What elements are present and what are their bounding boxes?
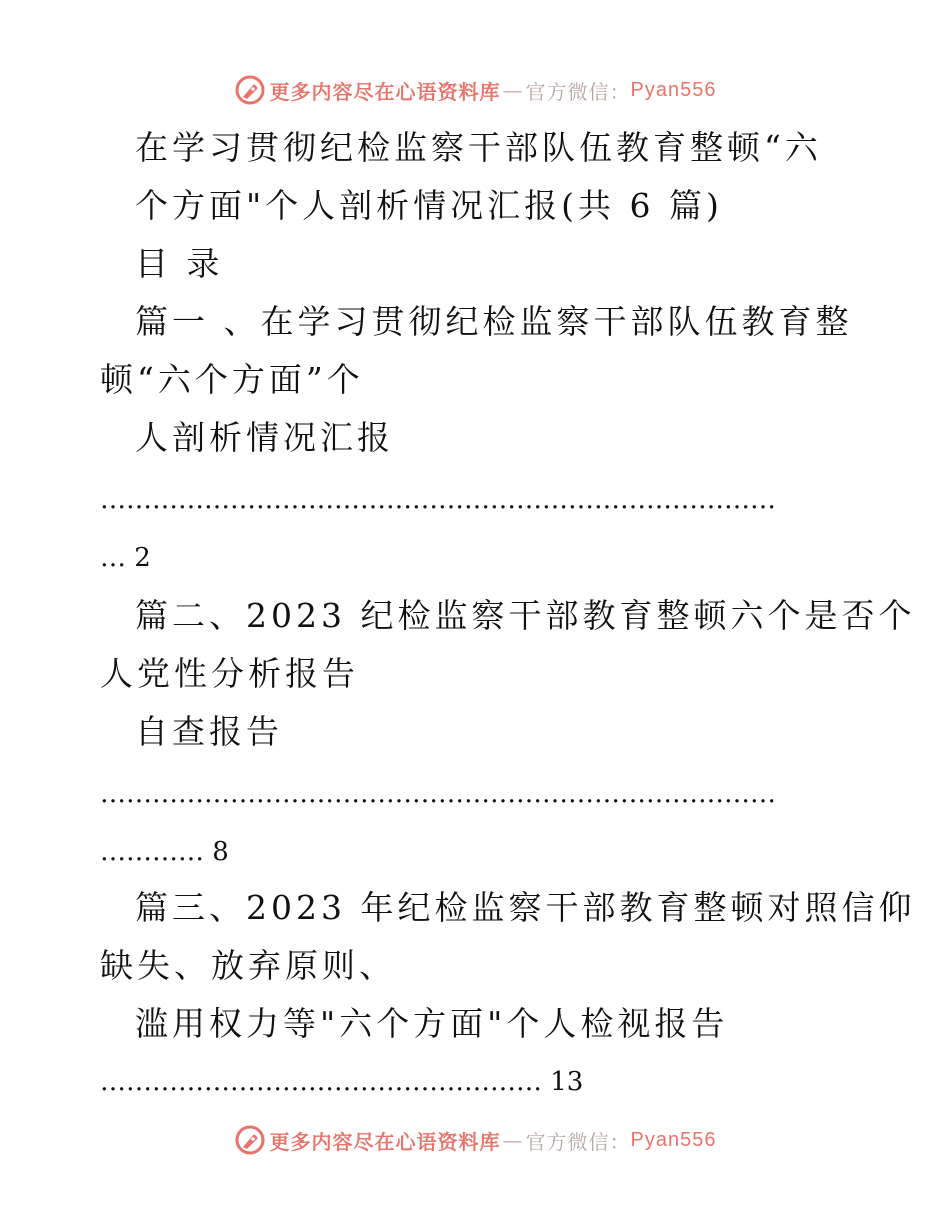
watermark-brand: 更多内容尽在心语资料库 (269, 1129, 501, 1154)
toc-heading: 目 录 (135, 244, 224, 283)
watermark-brand: 更多内容尽在心语资料库 (269, 79, 501, 104)
document-title-line2: 个方面"个人剖析情况汇报(共 6 篇) (135, 186, 723, 225)
watermark-dash: — (502, 78, 524, 102)
pen-nib-logo-icon (234, 1124, 266, 1156)
document-title-line1: 在学习贯彻纪检监察干部队伍教育整顿“六 (135, 128, 822, 167)
toc-entry-2-leader-dots: …………………………………………………………………… (100, 779, 776, 809)
watermark-official-label: 官方微信： (525, 1129, 631, 1154)
toc-entry-1-leader-dots: …………………………………………………………………… (100, 485, 776, 515)
toc-entry-3-line3[interactable]: 滥用权力等"六个方面"个人检视报告 (135, 1004, 729, 1043)
header-watermark (0, 70, 950, 110)
toc-entry-1-page-number: … 2 (100, 543, 151, 573)
footer-watermark (0, 1120, 950, 1160)
toc-entry-2-line1[interactable]: 篇二、2023 纪检监察干部教育整顿六个是否个 (135, 596, 916, 635)
toc-entry-2-page-number: ………… 8 (100, 837, 229, 867)
toc-entry-1-line1[interactable]: 篇一 、在学习贯彻纪检监察干部队伍教育整 (135, 302, 853, 341)
toc-entry-3-page-number: …………………………………………… 13 (100, 1067, 584, 1097)
toc-entry-3-line1[interactable]: 篇三、2023 年纪检监察干部教育整顿对照信仰 (135, 888, 916, 927)
pen-nib-logo-icon (234, 74, 266, 106)
toc-entry-3-line2[interactable]: 缺失、放弃原则、 (100, 946, 396, 985)
toc-entry-1-line3[interactable]: 人剖析情况汇报 (135, 418, 394, 457)
toc-entry-2-line3[interactable]: 自查报告 (135, 712, 283, 751)
toc-entry-2-line2[interactable]: 人党性分析报告 (100, 654, 359, 693)
toc-entry-1-line2[interactable]: 顿“六个方面”个 (100, 360, 364, 399)
watermark-dash: — (502, 1128, 524, 1152)
watermark-wechat-id: Pyan556 (630, 1128, 717, 1151)
watermark-wechat-id: Pyan556 (630, 78, 717, 101)
watermark-official-label: 官方微信： (525, 79, 631, 104)
